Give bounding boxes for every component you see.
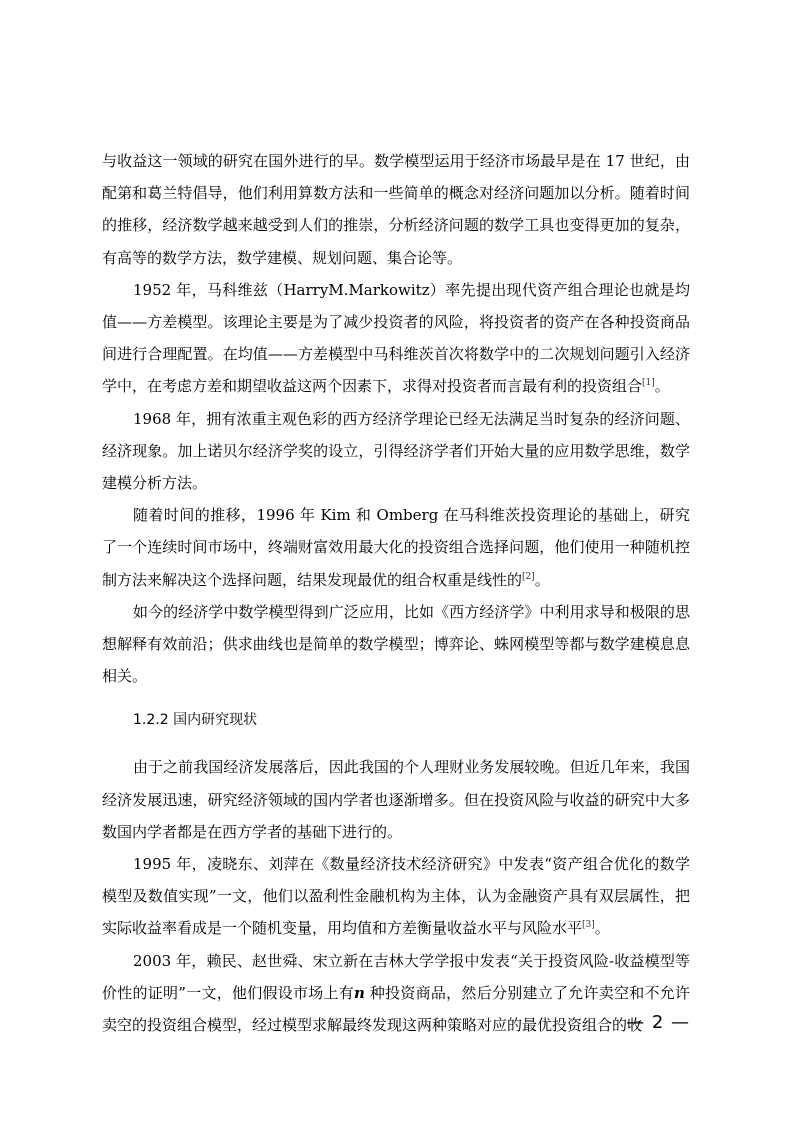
paragraph-tail: 。	[534, 570, 550, 589]
section-heading-domestic-research: 1.2.2 国内研究现状	[133, 712, 258, 729]
paragraph-text-continued: 种投资商品，然后分别建立了允许卖空和不允许卖空的投资组合模型，经过模型求解最终发现这两种策略对应的最优投资组合的收	[102, 983, 690, 1035]
paragraph-text: 由于之前我国经济发展落后，因此我国的个人理财业务发展较晚。但近几年来，我国经济发展迅速，研究经济领域的国内学者也逐渐增多。但在投资风险与收益的研究中大多数国内学者都是在西方学者的基础下进行的。	[102, 758, 690, 841]
citation-ref-3[interactable]: [3]	[582, 920, 595, 931]
paragraph-text: 与收益这一领域的研究在国外进行的早。数学模型运用于经济市场最早是在 17 世纪，由配第和葛兰特倡导，他们利用算数方法和一些简单的概念对经济问题加以分析。随着时间的推移，经济数学越来越受到人们的推崇，分析经济问题的数学工具也变得更加的复杂，有高等的数学方法，数学建模、规划问题、集合论等。	[102, 152, 690, 267]
paragraph-1968	[102, 403, 690, 500]
paragraph-foreign-research-intro	[102, 145, 690, 274]
paragraph-text: 2003 年，赖民、赵世舜、宋立新在吉林大学学报中发表“关于投资风险-收益模型等价性的证明”一文，他们假设市场上有	[102, 951, 690, 1002]
paragraph-tail: 。	[654, 377, 670, 396]
paragraph-1995	[102, 848, 690, 945]
citation-ref-2[interactable]: [2]	[522, 571, 535, 582]
paragraph-kim-omberg	[102, 499, 690, 596]
paragraph-text: 1952 年，马科维兹（HarryM.Markowitz）率先提出现代资产组合理论也就是均值——方差模型。该理论主要是为了减少投资者的风险，将投资者的资产在各种投资商品间进行合理配置。在均值——方差模型中马科维茨首次将数学中的二次规划问题引入经济学中，在考虑方差和期望收益这两个因素下，求得对投资者而言最有利的投资组合	[102, 280, 690, 396]
paragraph-text: 1995 年，凌晓东、刘萍在《数量经济技术经济研究》中发表“资产组合优化的数学模型及数值实现”一文，他们以盈利性金融机构为主体，认为金融资产具有双层属性，把实际收益率看成是一个随机变量，用均值和方差衡量收益水平与风险水平	[102, 855, 690, 938]
paragraph-text: 1968 年，拥有浓重主观色彩的西方经济学理论已经无法满足当时复杂的经济问题、经济现象。加上诺贝尔经济学奖的设立，引得经济学者们开始大量的应用数学思维，数学建模分析方法。	[102, 409, 690, 493]
math-variable-n: n	[353, 983, 365, 1002]
paragraph-domestic-intro	[102, 751, 690, 848]
paragraph-modern-economics	[102, 596, 690, 693]
paragraph-text: 如今的经济学中数学模型得到广泛应用，比如《西方经济学》中利用求导和极限的思想解释有效前沿；供求曲线也是简单的数学模型；博弈论、蛛网模型等都与数学建模息息相关。	[102, 602, 690, 686]
citation-ref-1[interactable]: [1]	[642, 378, 655, 389]
paragraph-text: 随着时间的推移，1996 年 Kim 和 Omberg 在马科维茨投资理论的基础上，研究了一个连续时间市场中，终端财富效用最大化的投资组合选择问题，他们使用一种随机控制方法来解决这个选择问题，结果发现最优的组合权重是线性的	[102, 506, 690, 589]
page-number: — 2 —	[626, 1012, 690, 1033]
paragraph-2003	[102, 945, 690, 1042]
page-body	[102, 145, 690, 1041]
paragraph-markowitz	[102, 274, 690, 403]
paragraph-tail: 。	[594, 919, 610, 938]
